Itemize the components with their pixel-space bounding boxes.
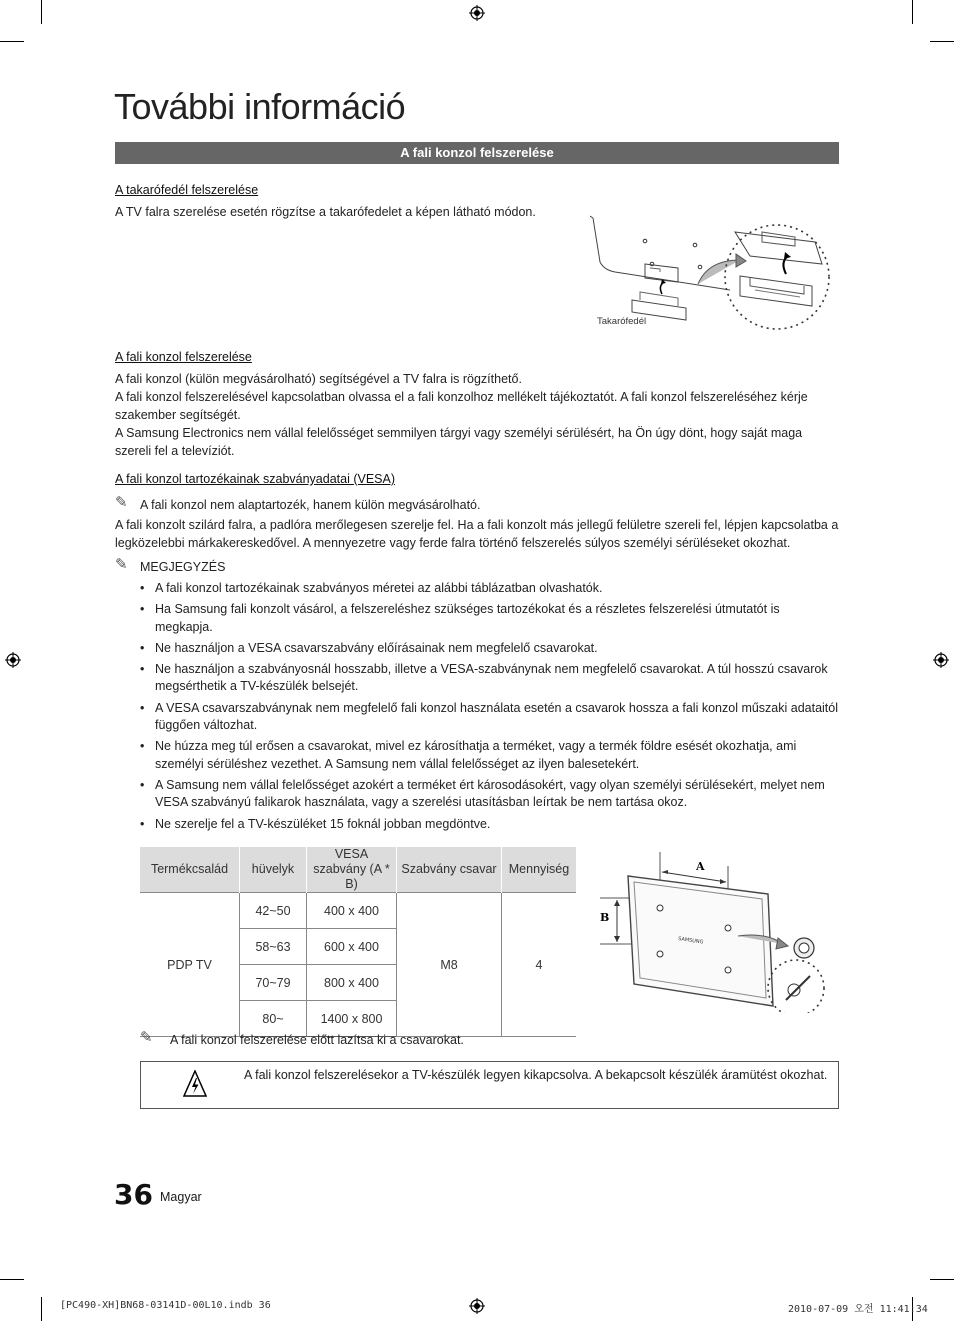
bracket-paragraph-3: A Samsung Electronics nem vállal felelősséget semmilyen tárgyi vagy személyi sérülésért, ha Ön úgy dönt, hogy saját maga szereli fel a televíziót. xyxy=(115,426,803,458)
crop-mark xyxy=(0,41,24,42)
bracket-heading: A fali konzol felszerelése xyxy=(115,350,252,364)
dimension-label-a: A xyxy=(696,860,705,873)
list-item: • Ha Samsung fali konzolt vásárol, a felszereléshez szükséges tartozékokat és a részletes felszerelési útmutatót is megkapja. xyxy=(140,601,840,636)
vesa-cell: 800 x 400 xyxy=(307,965,397,1001)
inch-cell: 80~ xyxy=(240,1001,307,1037)
inch-cell: 70~79 xyxy=(240,965,307,1001)
column-header: hüvelyk xyxy=(240,847,307,893)
crop-mark xyxy=(41,1297,42,1321)
quantity-cell: 4 xyxy=(502,893,577,1037)
cover-heading: A takarófedél felszerelése xyxy=(115,183,259,197)
registration-mark-icon xyxy=(5,652,21,668)
electric-shock-warning-icon xyxy=(183,1070,207,1098)
column-header: Szabvány csavar xyxy=(397,847,502,893)
screw-cell: M8 xyxy=(397,893,502,1037)
notes-label: MEGJEGYZÉS xyxy=(140,560,226,574)
cover-figure-label: Takarófedél xyxy=(597,316,647,327)
inch-cell: 58~63 xyxy=(240,929,307,965)
footer-timestamp: 2010-07-09 오전 11:41:34 xyxy=(788,1304,928,1315)
column-header: Mennyiség xyxy=(502,847,577,893)
column-header: VESA szabvány (A * B) xyxy=(307,847,397,893)
list-item: • Ne húzza meg túl erősen a csavarokat, mivel ez károsíthatja a terméket, vagy a termék földre esését okozhatja, ami személyi sérüléshez vezethet. A Samsung nem vállal felelősséget az ilyen balesetekért. xyxy=(140,738,840,773)
vesa-note-2: A fali konzol felszerelése előtt lazítsa ki a csavarokat. xyxy=(170,1033,464,1047)
bracket-paragraph-2: A fali konzol felszerelésével kapcsolatban olvassa el a fali konzolhoz mellékelt tájékoztatót. A fali konzol felszereléséhez kérje szakember segítségét. xyxy=(115,390,808,422)
vesa-cell: 400 x 400 xyxy=(307,893,397,929)
page-title: További információ xyxy=(114,86,406,127)
registration-mark-icon xyxy=(469,5,485,21)
warning-box xyxy=(140,1061,839,1109)
crop-mark xyxy=(930,41,954,42)
list-item: • A Samsung nem vállal felelősséget azokért a terméket ért károsodásokért, vagy olyan személyi sérülésekért, melyet nem VESA szabványú falikarok használata, vagy a szerelési utasításban leírtak be nem tartása okoz. xyxy=(140,777,840,812)
inch-cell: 42~50 xyxy=(240,893,307,929)
registration-mark-icon xyxy=(469,1298,485,1314)
notes-list xyxy=(140,580,840,837)
vesa-paragraph: A fali konzolt szilárd falra, a padlóra merőlegesen szerelje fel. Ha a fali konzolt más jellegű felületre szereli fel, lépjen kapcsolatba a legközelebbi márkakereskedővel. A mennyezetre vagy ferde falra történő felszerelés súlyos személyi sérüléseket okozhat. xyxy=(115,518,839,550)
list-item: • Ne használjon a szabványosnál hosszabb, illetve a VESA-szabványnak nem megfelelő csavarokat. A túl hosszú csavarok megsérthetik a TV-készülék belsejét. xyxy=(140,661,840,696)
vesa-cell: 1400 x 800 xyxy=(307,1001,397,1037)
brand-text: SAMSUNG xyxy=(677,936,704,946)
table-row xyxy=(140,893,576,929)
list-item: • Ne szerelje fel a TV-készüléket 15 foknál jobban megdöntve. xyxy=(140,816,840,833)
product-family-cell: PDP TV xyxy=(140,893,240,1037)
language-label: Magyar xyxy=(160,1190,202,1204)
vesa-table xyxy=(140,847,576,1037)
table-header-row xyxy=(140,847,576,893)
vesa-cell: 600 x 400 xyxy=(307,929,397,965)
dimension-label-b: B xyxy=(600,911,610,924)
crop-mark xyxy=(912,0,913,24)
column-header: Termékcsalád xyxy=(140,847,240,893)
vesa-note-1: A fali konzol nem alaptartozék, hanem külön megvásárolható. xyxy=(140,498,481,512)
registration-mark-icon xyxy=(933,652,949,668)
crop-mark xyxy=(930,1279,954,1280)
list-item: • A fali konzol tartozékainak szabványos méretei az alábbi táblázatban olvashatók. xyxy=(140,580,840,597)
cover-text: A TV falra szerelése esetén rögzítse a takarófedelet a képen látható módon. xyxy=(115,205,536,219)
list-item: • Ne használjon a VESA csavarszabvány előírásainak nem megfelelő csavarokat. xyxy=(140,640,840,657)
crop-mark xyxy=(41,0,42,24)
bracket-paragraph-1: A fali konzol (külön megvásárolható) segítségével a TV falra is rögzíthető. xyxy=(115,372,522,386)
page-number: 36 xyxy=(114,1178,153,1211)
crop-mark xyxy=(0,1279,24,1280)
list-item: • A VESA csavarszabványnak nem megfelelő fali konzol használata esetén a csavarok hossza a fali konzol műszaki adataitól függően változhat. xyxy=(140,700,840,735)
section-bar: A fali konzol felszerelése xyxy=(115,142,839,164)
pencil-note-icon: ✎ xyxy=(140,1029,153,1046)
warning-text: A fali konzol felszerelésekor a TV-készülék legyen kikapcsolva. A bekapcsolt készülék áramütést okozhat. xyxy=(244,1068,828,1082)
pencil-note-icon: ✎ xyxy=(115,494,128,511)
footer-file-info: [PC490-XH]BN68-03141D-00L10.indb 36 xyxy=(60,1300,271,1311)
tv-back-vesa-figure xyxy=(598,848,838,1013)
vesa-heading: A fali konzol tartozékainak szabványadatai (VESA) xyxy=(115,472,396,486)
pencil-note-icon: ✎ xyxy=(115,556,128,573)
